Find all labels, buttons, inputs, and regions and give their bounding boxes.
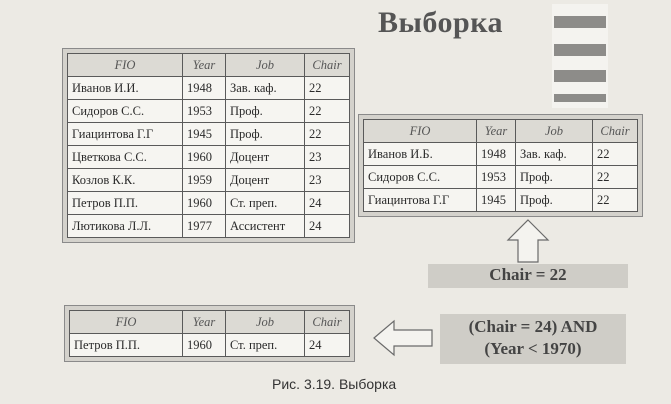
table-cell: Петров П.П. [70,334,183,357]
table-cell: 22 [305,77,350,100]
table-cell: 1953 [183,100,226,123]
table-cell: 1945 [477,189,516,212]
table-row [68,100,350,123]
table-cell: Проф. [226,123,305,146]
table-cell: Сидоров С.С. [364,166,477,189]
column-header: FIO [70,311,183,334]
table-cell: Ст. преп. [226,334,305,357]
table-row [364,143,638,166]
condition-box-2 [440,314,626,364]
table-row [364,189,638,212]
column-header: Year [183,311,226,334]
left-arrow-icon [372,319,434,357]
table-cell: 23 [305,169,350,192]
table-row [68,123,350,146]
table-row [68,146,350,169]
table-cell: Доцент [226,146,305,169]
source-table-frame [62,48,355,243]
column-header: FIO [68,54,183,77]
table-cell: 22 [593,143,638,166]
table-cell: Проф. [516,166,593,189]
table-cell: Доцент [226,169,305,192]
table-row [364,166,638,189]
column-header: Job [226,54,305,77]
column-header: FIO [364,120,477,143]
column-header: Chair [305,311,350,334]
table-row [68,169,350,192]
table-cell: 23 [305,146,350,169]
table-cell: 24 [305,192,350,215]
page-title: Выборка [378,6,504,39]
table-cell: 22 [305,123,350,146]
table-cell: Проф. [516,189,593,212]
table-cell: 22 [305,100,350,123]
result-table-2-frame [64,305,355,362]
table-cell: Ст. преп. [226,192,305,215]
condition-2-line-1: (Chair = 24) AND [468,317,598,336]
table-cell: 1977 [183,215,226,238]
column-header: Job [516,120,593,143]
table-cell: 1960 [183,146,226,169]
column-header: Chair [305,54,350,77]
source-table [67,53,350,238]
table-cell: Лютикова Л.Л. [68,215,183,238]
table-row [70,334,350,357]
table-cell: Сидоров С.С. [68,100,183,123]
table-row [68,192,350,215]
up-arrow-icon [506,218,550,264]
table-cell: 1948 [183,77,226,100]
table-cell: Петров П.П. [68,192,183,215]
table-cell: Иванов И.И. [68,77,183,100]
table-cell: Зав. каф. [516,143,593,166]
table-row [68,77,350,100]
table-cell: 1960 [183,334,226,357]
table-cell: Гиацинтова Г.Г [364,189,477,212]
table-row [68,215,350,238]
table-cell: Цветкова С.С. [68,146,183,169]
column-header: Chair [593,120,638,143]
column-header: Year [183,54,226,77]
table-cell: 1960 [183,192,226,215]
table-cell: 1945 [183,123,226,146]
table-cell: Ассистент [226,215,305,238]
table-cell: 24 [305,215,350,238]
table-cell: Иванов И.Б. [364,143,477,166]
result-table-1 [363,119,638,212]
condition-box-1: Chair = 22 [428,264,628,288]
table-cell: Зав. каф. [226,77,305,100]
table-cell: 22 [593,166,638,189]
column-header: Job [226,311,305,334]
table-cell: 1953 [477,166,516,189]
table-cell: Гиацинтова Г.Г [68,123,183,146]
table-cell: Проф. [226,100,305,123]
table-cell: 1948 [477,143,516,166]
table-cell: 1959 [183,169,226,192]
condition-2-line-2: (Year < 1970) [484,339,582,358]
column-header: Year [477,120,516,143]
figure-caption: Рис. 3.19. Выборка [272,376,397,392]
striped-table-icon [552,4,608,108]
table-cell: Козлов К.К. [68,169,183,192]
result-table-2 [69,310,350,357]
table-cell: 22 [593,189,638,212]
result-table-1-frame [358,114,643,217]
table-cell: 24 [305,334,350,357]
